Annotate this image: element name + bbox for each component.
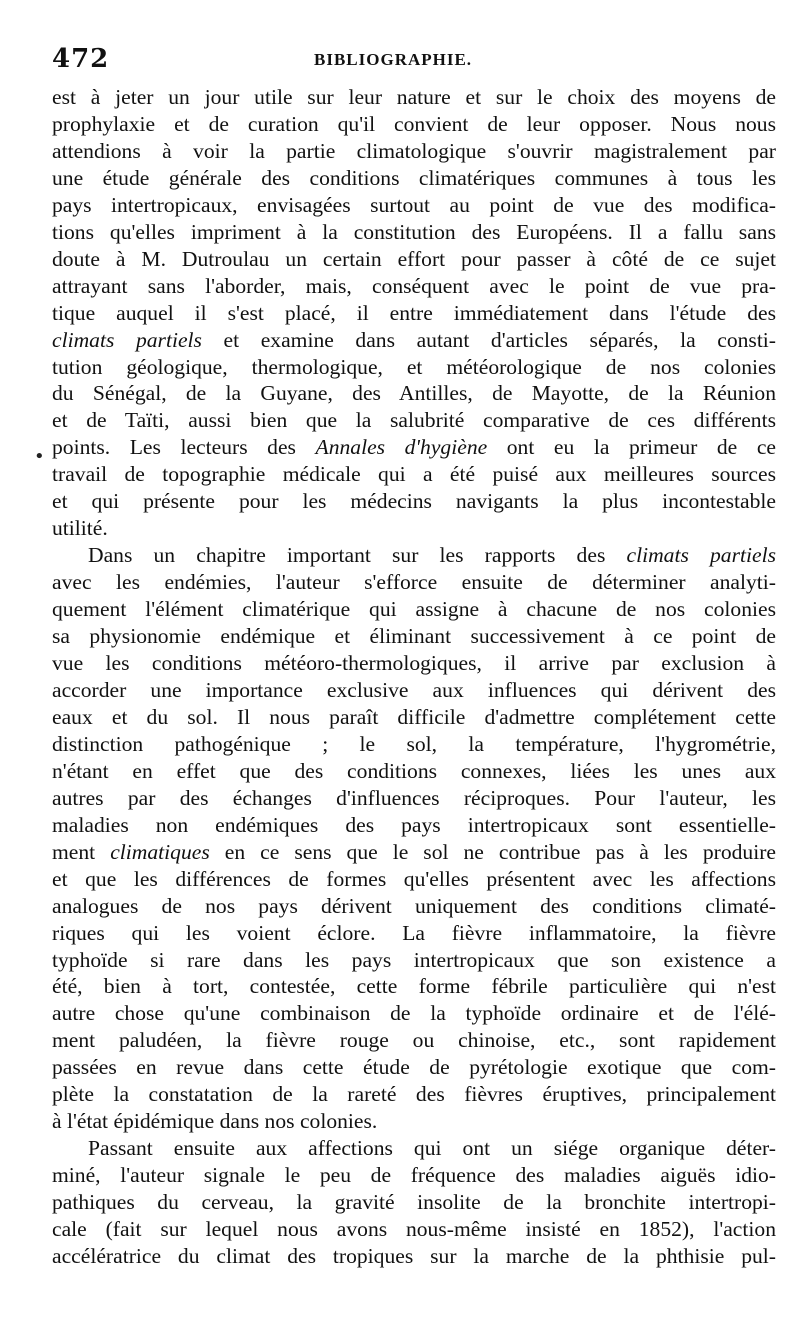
text-line: pays intertropicaux, envisagées surtout au point de vue des modifica- [52, 192, 776, 217]
body-text [52, 84, 776, 1270]
italic-term: climats partiels [52, 327, 202, 352]
page-number: 472 [52, 44, 110, 74]
italic-term: Annales d'hygiène [315, 435, 488, 460]
text-line: Dans un chapitre important sur les rapports des climats partiels [88, 543, 776, 568]
text-line: points. Les lecteurs des Annales d'hygiène ont eu la primeur de ce [52, 435, 776, 460]
paragraph-3 [52, 1135, 776, 1270]
text-line: est à jeter un jour utile sur leur nature et sur le choix des moyens de [52, 85, 776, 109]
text-line: accélératrice du climat des tropiques sur la marche de la phthisie pul- [52, 1243, 776, 1268]
text-line: pathiques du cerveau, la gravité insolite de la bronchite intertropi- [52, 1190, 776, 1215]
margin-mark: • [34, 446, 45, 467]
text-line: et que les différences de formes qu'elles présentent avec les affections [52, 866, 776, 891]
text-line: doute à M. Dutroulau un certain effort pour passer à côté de ce sujet [52, 246, 776, 271]
paragraph-1 [52, 84, 776, 542]
text-line: tique auquel il s'est placé, il entre immédiatement dans l'étude des [52, 300, 776, 325]
text-line: utilité. [52, 516, 108, 541]
text-line: à l'état épidémique dans nos colonies. [52, 1109, 378, 1134]
text-line: maladies non endémiques des pays intertropicaux sont essentielle- [52, 812, 776, 837]
text-line: ment climatiques en ce sens que le sol ne contribue pas à les produire [52, 839, 776, 864]
text-line: vue les conditions météoro-thermologiques, il arrive par exclusion à [52, 651, 776, 676]
text-line: et de Taïti, aussi bien que la salubrité comparative de ces différents [52, 408, 776, 433]
text-line: autre chose qu'une combinaison de la typhoïde ordinaire et de l'élé- [52, 1001, 776, 1026]
text-line: distinction pathogénique ; le sol, la température, l'hygrométrie, [52, 731, 776, 756]
text-line: Passant ensuite aux affections qui ont un siége organique déter- [88, 1136, 776, 1161]
text-line: du Sénégal, de la Guyane, des Antilles, de Mayotte, de la Réunion [52, 381, 776, 406]
text-line: analogues de nos pays dérivent uniquement des conditions climaté- [52, 893, 776, 918]
running-head: BIBLIOGRAPHIE. [314, 50, 473, 69]
paragraph-2 [52, 542, 776, 1135]
text-line: quement l'élément climatérique qui assigne à chacune de nos colonies [52, 597, 776, 622]
text-line: n'étant en effet que des conditions connexes, liées les unes aux [52, 758, 776, 783]
text-line: sa physionomie endémique et éliminant successivement à ce point de [52, 624, 776, 649]
text-line: tution géologique, thermologique, et météorologique de nos colonies [52, 354, 776, 379]
text-line: plète la constatation de la rareté des fièvres éruptives, principalement [52, 1082, 776, 1107]
text-line: miné, l'auteur signale le peu de fréquence des maladies aiguës idio- [52, 1163, 776, 1188]
text-line: travail de topographie médicale qui a été puisé aux meilleures sources [52, 462, 776, 487]
text-line: été, bien à tort, contestée, cette forme fébrile particulière qui n'est [52, 974, 776, 999]
text-line: accorder une importance exclusive aux influences qui dérivent des [52, 677, 776, 702]
text-line: attendions à voir la partie climatologique s'ouvrir magistralement par [52, 138, 776, 163]
text-line: et qui présente pour les médecins navigants la plus incontestable [52, 489, 776, 514]
text-line: ment paludéen, la fièvre rouge ou chinoise, etc., sont rapidement [52, 1028, 776, 1053]
text-line: autres par des échanges d'influences réciproques. Pour l'auteur, les [52, 785, 776, 810]
text-line: passées en revue dans cette étude de pyrétologie exotique que com- [52, 1055, 776, 1080]
text-line: tions qu'elles impriment à la constitution des Européens. Il a fallu sans [52, 219, 776, 244]
text-line: eaux et du sol. Il nous paraît difficile d'admettre complétement cette [52, 704, 776, 729]
italic-term: climatiques [110, 839, 210, 864]
text-line: cale (fait sur lequel nous avons nous-même insisté en 1852), l'action [52, 1217, 776, 1242]
text-line: attrayant sans l'aborder, mais, conséquent avec le point de vue pra- [52, 273, 776, 298]
page-header [52, 44, 792, 76]
text-line: une étude générale des conditions climatériques communes à tous les [52, 165, 776, 190]
text-line: riques qui les voient éclore. La fièvre inflammatoire, la fièvre [52, 920, 776, 945]
text-line: climats partiels et examine dans autant d'articles séparés, la consti- [52, 327, 777, 352]
text-line: prophylaxie et de curation qu'il convient de leur opposer. Nous nous [52, 111, 776, 136]
text-line: typhoïde si rare dans les pays intertropicaux que son existence a [52, 947, 776, 972]
text-line: avec les endémies, l'auteur s'efforce ensuite de déterminer analyti- [52, 570, 776, 595]
italic-term: climats partiels [626, 543, 776, 568]
